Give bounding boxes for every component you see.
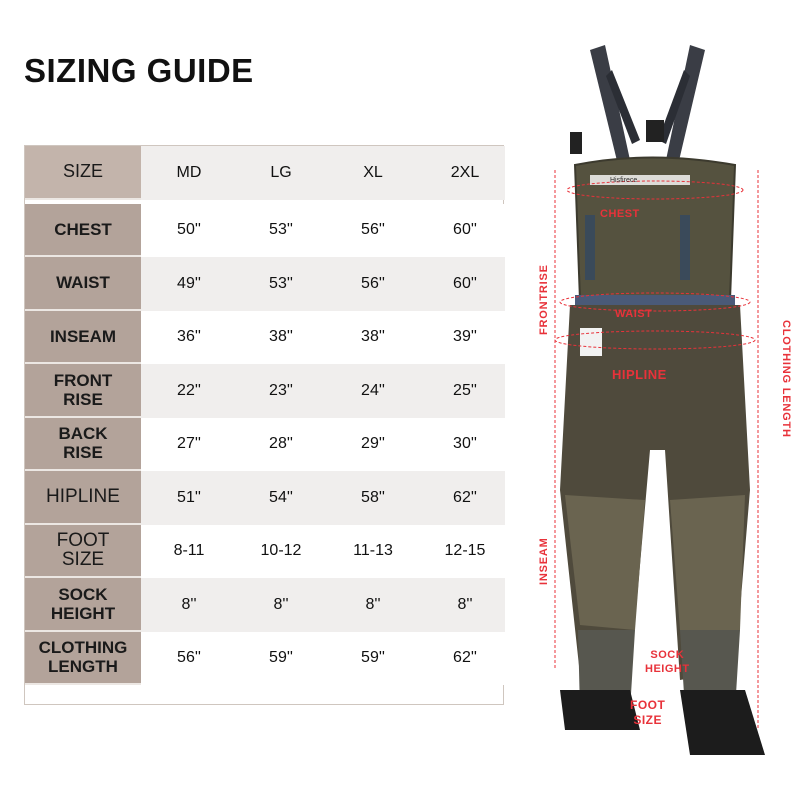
table-cell: 49''	[177, 274, 201, 292]
table-cell: 8-11	[173, 542, 205, 560]
size-header-cell: SIZE	[25, 146, 141, 200]
row-label: BACK RISE	[25, 418, 141, 472]
row-label: WAIST	[25, 257, 141, 311]
row-label: FRONT RISE	[25, 364, 141, 418]
table-cell: 59''	[361, 649, 385, 667]
table-cell: 30''	[453, 435, 477, 453]
table-row	[25, 578, 505, 632]
table-row	[25, 364, 505, 418]
size-xl: XL	[363, 163, 383, 181]
wader-illustration	[530, 30, 800, 790]
table-cell: 10-12	[260, 542, 302, 560]
table-cell: 8''	[181, 595, 197, 613]
table-cell: 8''	[365, 595, 381, 613]
table-cell: 56''	[361, 221, 385, 239]
page-title: SIZING GUIDE	[24, 52, 254, 89]
table-cell: 53''	[269, 221, 293, 239]
table-cell: 8''	[457, 595, 473, 613]
brand-label: Hisfirece	[610, 177, 638, 184]
size-md: MD	[176, 163, 202, 181]
table-cell: 60''	[453, 274, 477, 292]
row-label: HIPLINE	[25, 471, 141, 525]
table-cell: 22''	[177, 381, 201, 399]
row-label: CHEST	[25, 204, 141, 258]
table-row	[25, 471, 505, 525]
table-cell: 38''	[361, 328, 385, 346]
table-cell: 60''	[453, 221, 477, 239]
inseam-label: INSEAM	[538, 537, 550, 585]
size-2xl: 2XL	[450, 163, 480, 181]
table-cell: 51''	[177, 488, 201, 506]
table-cell: 28''	[269, 435, 293, 453]
waist-label: WAIST	[615, 308, 653, 320]
table-cell: 39''	[453, 328, 477, 346]
frontrise-label: FRONTRISE	[538, 264, 550, 335]
size-lg: LG	[270, 163, 292, 181]
clothing-length-label: CLOTHING LENGTH	[780, 320, 792, 438]
sizing-table	[24, 145, 504, 705]
wader-figure	[530, 30, 800, 790]
row-label: CLOTHING LENGTH	[25, 632, 141, 686]
table-row	[25, 525, 505, 579]
table-cell: 62''	[453, 488, 477, 506]
table-cell: 56''	[361, 274, 385, 292]
table-cell: 24''	[361, 381, 385, 399]
table-cell: 29''	[361, 435, 385, 453]
chest-label: CHEST	[600, 208, 640, 220]
hipline-label: HIPLINE	[612, 367, 667, 382]
row-label: INSEAM	[25, 311, 141, 365]
table-cell: 11-13	[353, 542, 393, 560]
table-cell: 53''	[269, 274, 293, 292]
table-row	[25, 311, 505, 365]
table-cell: 36''	[177, 328, 201, 346]
table-cell: 56''	[177, 649, 201, 667]
table-cell: 27''	[177, 435, 201, 453]
foot-size-label: FOOT SIZE	[630, 698, 666, 727]
row-label: FOOT SIZE	[25, 525, 141, 579]
table-cell: 38''	[269, 328, 293, 346]
table-cell: 12-15	[444, 542, 486, 560]
table-cell: 8''	[273, 595, 289, 613]
table-cell: 62''	[453, 649, 477, 667]
table-row	[25, 632, 505, 686]
table-cell: 59''	[269, 649, 293, 667]
table-row	[25, 257, 505, 311]
table-cell: 25''	[453, 381, 477, 399]
sock-height-label: SOCK HEIGHT	[645, 649, 690, 675]
row-label: SOCK HEIGHT	[25, 578, 141, 632]
table-cell: 54''	[269, 488, 293, 506]
table-cell: 58''	[361, 488, 385, 506]
table-header-row	[25, 146, 505, 200]
table-row	[25, 418, 505, 472]
table-cell: 23''	[269, 381, 293, 399]
table-row	[25, 204, 505, 258]
table-cell: 50''	[177, 221, 201, 239]
